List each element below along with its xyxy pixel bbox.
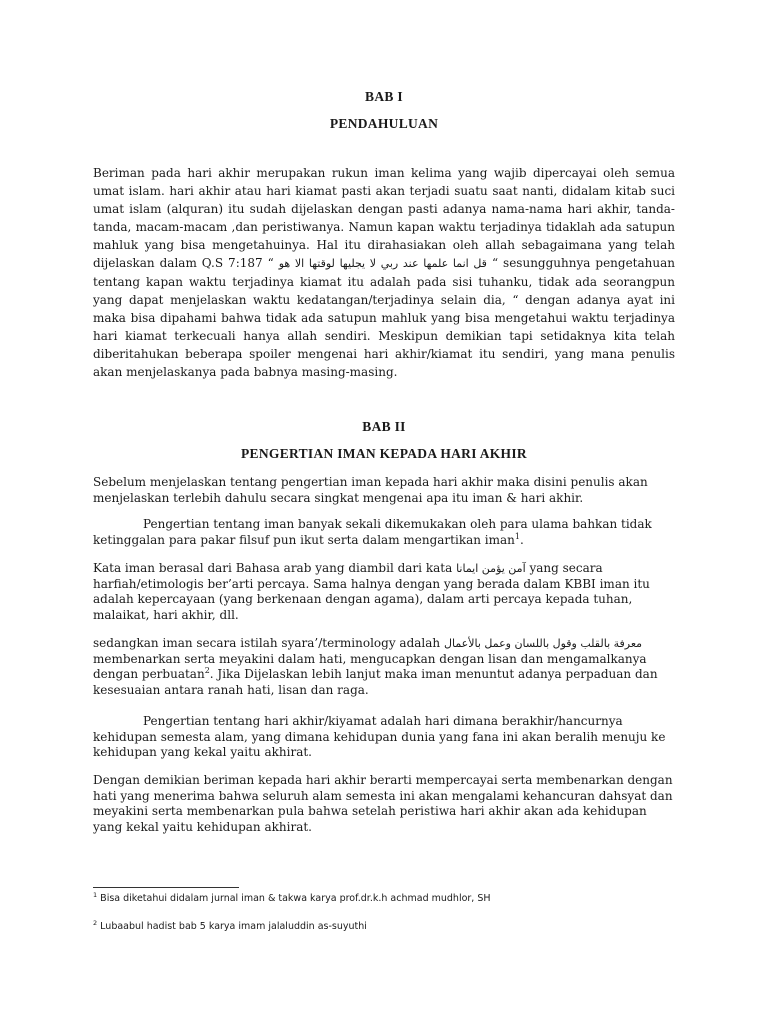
- chapter-2-paragraph-4: [93, 636, 675, 698]
- chapter-1-label: BAB I: [365, 89, 403, 104]
- paragraph-text: .: [520, 532, 524, 547]
- footnote-number: 2: [93, 918, 98, 927]
- chapter-2-title: PENGERTIAN IMAN KEPADA HARI AKHIR: [241, 446, 527, 461]
- chapter-1-paragraph: [93, 164, 675, 381]
- footnote-text: Bisa diketahui didalam jurnal iman & takwa karya prof.dr.k.h achmad mudhlor, SH: [100, 893, 491, 904]
- arabic-word: آمن يؤمن ايمانا: [456, 562, 526, 575]
- paragraph-text: “ sesungguhnya pengetahuan tentang kapan waktu terjadinya kiamat itu adalah pada sisi tuhanku, tidak ada seorangpun yang dapat menjelaskan waktu kedatangan/terjadinya selain dia, “ dengan adanya ayat ini maka bisa dipahami bahwa tidak ada satupun mahluk yang bisa mengetahui waktu terjadinya hari kiamat terkecuali hanya allah sendiri. Meskipun demikian tapi setidaknya kita telah diberitahukan beberapa spoiler mengenai hari akhir/kiamat itu sendiri, yang mana penulis akan menjelaskanya pada babnya masing-masing.: [93, 256, 675, 379]
- footnote-divider: [93, 887, 239, 888]
- footnote-2: [93, 918, 693, 933]
- footnote-1: [93, 890, 693, 905]
- chapter-2-paragraph-1: Sebelum menjelaskan tentang pengertian iman kepada hari akhir maka disini penulis akan menjelaskan terlebih dahulu secara singkat mengenai apa itu iman & hari akhir.: [93, 475, 648, 505]
- chapter-2-paragraph-5: Pengertian tentang hari akhir/kiyamat adalah hari dimana berakhir/hancurnya kehidupan semesta alam, yang dimana kehidupan dunia yang fana ini akan beralih menuju ke kehidupan yang kekal yaitu akhirat.: [93, 714, 666, 759]
- chapter-2-label: BAB II: [362, 419, 406, 434]
- footnote-number: 1: [93, 890, 98, 899]
- arabic-quote: قل انما علمها عند ربي لا يجليها لوقتها الا هو: [278, 257, 487, 270]
- paragraph-text: Beriman pada hari akhir merupakan rukun iman kelima yang wajib dipercayai oleh semua umat islam. hari akhir atau hari kiamat pasti akan terjadi suatu saat nanti, didalam kitab suci umat islam (alquran) itu sudah dijelaskan dengan pasti adanya nama-nama hari akhir, tanda-tanda, macam-macam ,dan peristiwanya. Namun kapan waktu terjadinya tidaklah ada satupun mahluk yang bisa mengetahuinya. Hal itu dirahasiakan oleh allah sebagaimana yang telah dijelaskan dalam Q.S 7:187 “: [93, 166, 675, 270]
- footnote-text: Lubaabul hadist bab 5 karya imam jalaluddin as-suyuthi: [100, 921, 367, 932]
- arabic-definition: معرفة بالقلب وقول باللسان وعمل بالأعمال: [443, 637, 643, 650]
- footnote-ref[interactable]: 1: [514, 531, 520, 541]
- paragraph-text: membenarkan serta meyakini dalam hati, mengucapkan dengan lisan dan mengamalkanya dengan perbuatan: [93, 651, 647, 681]
- chapter-2-paragraph-3: [93, 561, 675, 623]
- paragraph-text: sedangkan iman secara istilah syara’/terminology adalah: [93, 636, 441, 650]
- chapter-2-paragraph-6: Dengan demikian beriman kepada hari akhir berarti mempercayai serta membenarkan dengan hati yang menerima bahwa seluruh alam semesta ini akan mengalami kehancuran dahsyat dan meyakini serta membenarkan pula bahwa setelah peristiwa hari akhir akan ada kehidupan yang kekal yaitu kehidupan akhirat.: [93, 773, 673, 834]
- paragraph-text: Kata iman berasal dari Bahasa arab yang diambil dari kata: [93, 561, 453, 575]
- chapter-2-paragraph-2: [93, 517, 675, 548]
- chapter-1-title: PENDAHULUAN: [329, 116, 439, 131]
- paragraph-text: . Jika Dijelaskan lebih lanjut maka iman menuntut adanya perpaduan dan kesesuaian antara ranah hati, lisan dan raga.: [93, 667, 658, 697]
- paragraph-text: Pengertian tentang iman banyak sekali dikemukakan oleh para ulama bahkan tidak ketinggalan para pakar filsuf pun ikut serta dalam mengartikan iman: [93, 517, 652, 547]
- footnote-ref[interactable]: 2: [204, 666, 210, 675]
- paragraph-text: yang secara harfiah/etimologis ber’arti percaya. Sama halnya dengan yang berada dalam KBBI iman itu adalah kepercayaan (yang berkenaan dengan agama), dalam arti percaya kepada tuhan, malaikat, hari akhir, dll.: [93, 561, 650, 622]
